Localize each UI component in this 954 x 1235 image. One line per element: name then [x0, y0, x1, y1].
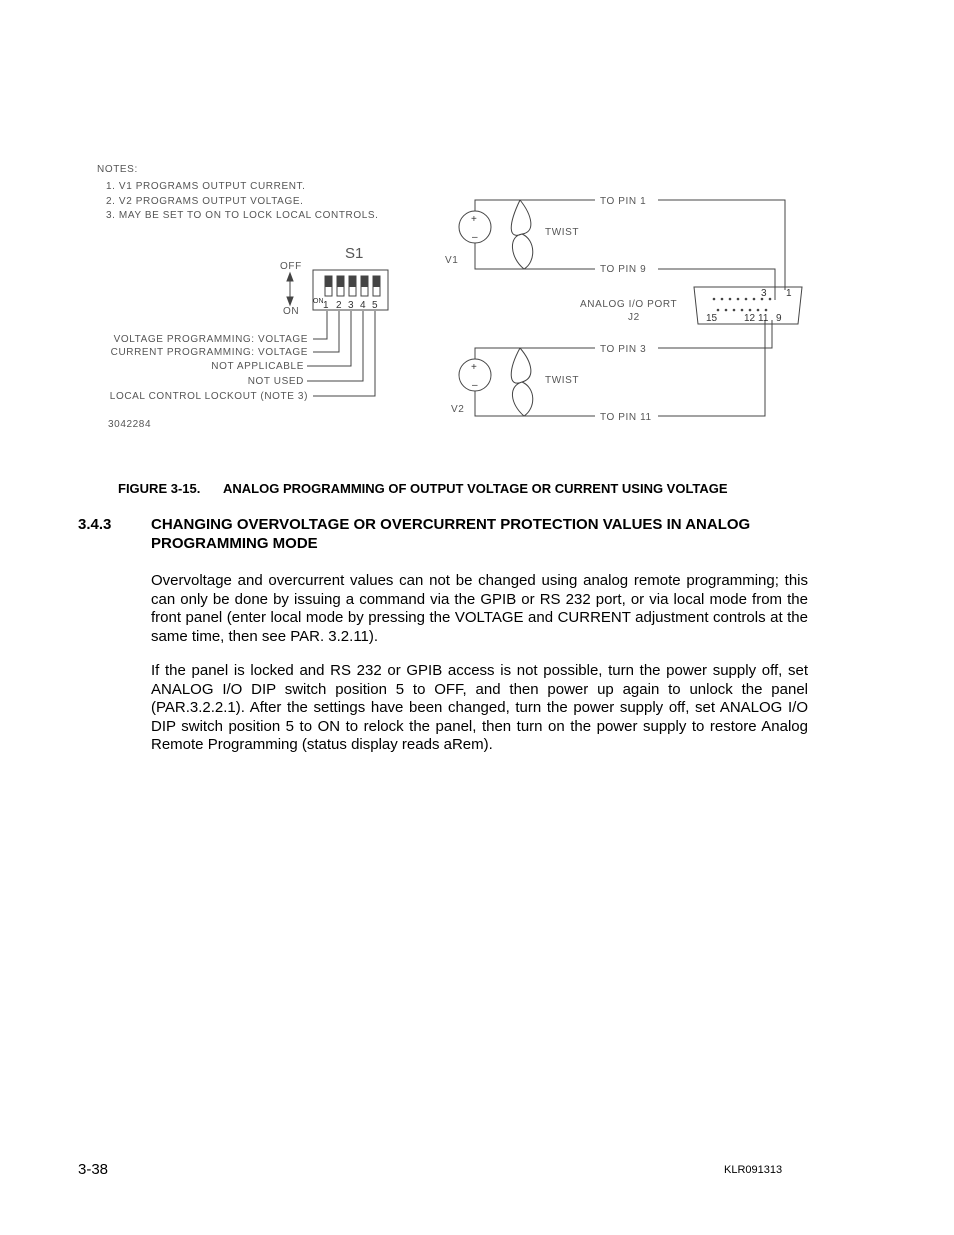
- pin-label-9: TO PIN 9: [600, 264, 647, 275]
- paragraph-1: Overvoltage and overcurrent values can not be changed using analog remote programming; this can only be done by issuing a command via the GPIB or RS 232 port, or via local mode from the front panel (enter local mode by pressing the VOLTAGE and CURRENT adjustment controls at the same time, then see PAR. 3.2.11).: [151, 572, 808, 645]
- on-label: ON: [283, 306, 300, 317]
- switch-label-2: CURRENT PROGRAMMING: VOLTAGE: [110, 347, 308, 358]
- pin-label-11: TO PIN 11: [600, 412, 652, 423]
- switch-number-5: 5: [372, 300, 378, 311]
- page-number: 3-38: [78, 1161, 109, 1178]
- section-number: 3.4.3: [78, 516, 112, 533]
- section-title: CHANGING OVERVOLTAGE OR OVERCURRENT PROTECTION VALUES IN ANALOG PROGRAMMING MODE: [151, 516, 751, 552]
- note-1: 1. V1 PROGRAMS OUTPUT CURRENT.: [106, 181, 306, 192]
- svg-text:–: –: [472, 380, 478, 391]
- switch-title: S1: [345, 245, 364, 262]
- switch-label-1: VOLTAGE PROGRAMMING: VOLTAGE: [113, 334, 308, 345]
- port-label: ANALOG I/O PORT: [580, 299, 678, 310]
- pin-label-3: TO PIN 3: [600, 344, 647, 355]
- wire-pin-1: [658, 200, 785, 290]
- connector-number-3: 3: [761, 288, 767, 299]
- source-v2-label: V2: [451, 404, 465, 415]
- notes-title: NOTES:: [97, 164, 138, 175]
- paragraph-2: If the panel is locked and RS 232 or GPIB access is not possible, turn the power supply off, set ANALOG I/O DIP switch position 5 to OFF, and then power up again to unlock the panel (PAR.3.2.2.1). After the settings have been changed, turn the power supply off, set ANALOG I/O DIP switch position 5 to ON to relock the panel, then turn on the power supply to restore Analog Remote Programming (status display reads aRem).: [151, 662, 808, 753]
- twist-label-1: TWIST: [545, 227, 580, 238]
- wire-pin-9: [658, 269, 775, 300]
- document-id: KLR091313: [724, 1164, 783, 1176]
- source-v1-label: V1: [445, 255, 459, 266]
- connector-number-15: 15: [706, 313, 718, 324]
- switch-number-3: 3: [348, 300, 354, 311]
- port-id: J2: [628, 312, 640, 323]
- leader-line-4: [307, 311, 363, 381]
- connector-number-1: 1: [786, 288, 792, 299]
- wiring-diagram: [0, 0, 954, 450]
- svg-text:+: +: [471, 362, 477, 373]
- switch-number-2: 2: [336, 300, 342, 311]
- leader-line-1: [313, 311, 327, 339]
- switch-number-4: 4: [360, 300, 366, 311]
- drawing-number: 3042284: [108, 419, 152, 430]
- leader-line-5: [313, 311, 375, 396]
- switch-label-3: NOT APPLICABLE: [211, 361, 304, 372]
- switch-label-5: LOCAL CONTROL LOCKOUT (NOTE 3): [109, 391, 308, 402]
- svg-text:–: –: [472, 232, 478, 243]
- note-3: 3. MAY BE SET TO ON TO LOCK LOCAL CONTROLS.: [106, 210, 379, 221]
- twisted-pair-1: [511, 200, 533, 269]
- switch-on-small: ON: [313, 298, 324, 305]
- note-2: 2. V2 PROGRAMS OUTPUT VOLTAGE.: [106, 196, 304, 207]
- leader-line-2: [313, 311, 339, 352]
- svg-text:+: +: [471, 214, 477, 225]
- off-label: OFF: [280, 261, 302, 272]
- connector-number-12: 12: [744, 313, 756, 324]
- switch-label-4: NOT USED: [247, 376, 304, 387]
- twisted-pair-2: [511, 348, 533, 416]
- figure-title: ANALOG PROGRAMMING OF OUTPUT VOLTAGE OR CURRENT USING VOLTAGE: [223, 481, 728, 496]
- twist-label-2: TWIST: [545, 375, 580, 386]
- connector-number-11: 11: [758, 313, 769, 324]
- pin-label-1: TO PIN 1: [600, 196, 647, 207]
- connector-number-9: 9: [776, 313, 782, 324]
- switch-number-1: 1: [323, 300, 329, 311]
- figure-caption: [118, 481, 838, 496]
- wire-pin-11: [658, 320, 765, 416]
- figure-number: FIGURE 3-15.: [118, 481, 201, 496]
